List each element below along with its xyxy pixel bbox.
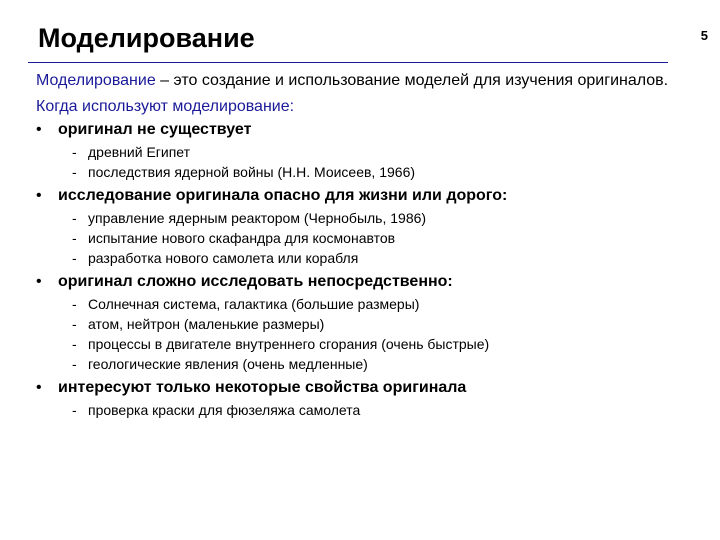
definition-paragraph (36, 70, 676, 91)
dash-marker: - (72, 356, 77, 372)
dash-marker: - (72, 144, 77, 160)
bullet-marker: • (36, 187, 42, 204)
dash-marker: - (72, 250, 77, 266)
bullet-item (36, 118, 676, 142)
sub-item-text: древний Египет (88, 144, 191, 160)
sub-item-text: геологические явления (очень медленные) (88, 356, 368, 372)
sub-item-text: проверка краски для фюзеляжа самолета (88, 402, 361, 418)
sub-item-text: Солнечная система, галактика (большие размеры) (88, 296, 420, 312)
slide-number: 5 (700, 28, 708, 43)
dash-marker: - (72, 296, 77, 312)
sub-item-list (72, 400, 676, 420)
dash-marker: - (72, 336, 77, 352)
slide-title: Моделирование (38, 23, 255, 53)
sub-item (72, 208, 676, 228)
bullet-list (36, 118, 676, 420)
sub-item-text: разработка нового самолета или корабля (88, 250, 359, 266)
sub-item (72, 142, 676, 162)
dash-marker: - (72, 210, 77, 226)
definition-text: – это создание и использование моделей для изучения оригиналов. (155, 72, 669, 89)
sub-item-text: процессы в двигателе внутреннего сгорания (очень быстрые) (88, 336, 490, 352)
sub-item-list (72, 294, 676, 374)
dash-marker: - (72, 316, 77, 332)
title-divider (28, 62, 668, 63)
sub-item-text: атом, нейтрон (маленькие размеры) (88, 316, 325, 332)
definition-term: Моделирование (36, 72, 156, 89)
sub-item-text: управление ядерным реактором (Чернобыль, 1986) (88, 210, 427, 226)
sub-item-list (72, 142, 676, 182)
bullet-text: оригинал не существует (58, 121, 252, 138)
bullet-item (36, 184, 676, 208)
sub-item (72, 228, 676, 248)
sub-item (72, 400, 676, 420)
bullet-text: интересуют только некоторые свойства оригинала (58, 379, 467, 396)
dash-marker: - (72, 402, 77, 418)
bullet-item (36, 270, 676, 294)
bullet-marker: • (36, 273, 42, 290)
sub-item (72, 248, 676, 268)
bullet-text: оригинал сложно исследовать непосредственно: (58, 273, 453, 290)
sub-item (72, 314, 676, 334)
bullet-item (36, 376, 676, 400)
sub-item-list (72, 208, 676, 268)
bullet-marker: • (36, 379, 42, 396)
subheading: Когда используют моделирование: (36, 98, 295, 115)
sub-item-text: испытание нового скафандра для космонавтов (88, 230, 396, 246)
sub-item-text: последствия ядерной войны (Н.Н. Моисеев, 1966) (88, 164, 416, 180)
sub-item (72, 294, 676, 314)
slide-content (36, 70, 676, 422)
bullet-marker: • (36, 121, 42, 138)
sub-item (72, 334, 676, 354)
sub-item (72, 162, 676, 182)
sub-item (72, 354, 676, 374)
dash-marker: - (72, 230, 77, 246)
bullet-text: исследование оригинала опасно для жизни или дорого: (58, 187, 508, 204)
dash-marker: - (72, 164, 77, 180)
